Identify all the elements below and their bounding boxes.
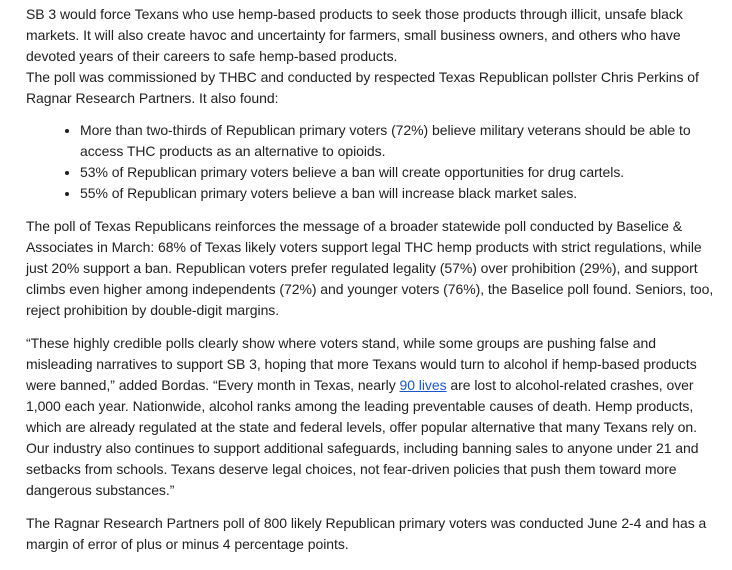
findings-list — [26, 120, 716, 204]
quote-text-after-link: are lost to alcohol-related crashes, over 1,000 each year. Nationwide, alcohol ranks among the leading preventable causes of death. Hemp products, which are already regulated at the state and federal levels, offer popular alternative that many Texans rely on. Our industry also continues to support additional safeguards, including banning sales to anyone under 21 and setbacks from schools. Texans deserve legal choices, not fear-driven policies that push them toward more dangerous substances.” — [26, 377, 699, 498]
90-lives-link[interactable]: 90 lives — [399, 377, 447, 393]
bordas-quote-paragraph — [26, 333, 716, 501]
list-item: • 53% of Republican primary voters believe a ban will create opportunities for drug cartels. — [80, 162, 716, 183]
intro-sentence-poll: The poll was commissioned by THBC and conducted by respected Texas Republican pollster Chris Perkins of Ragnar Research Partners. It also found: — [26, 69, 699, 106]
methodology-paragraph: The Ragnar Research Partners poll of 800 likely Republican primary voters was conducted June 2-4 and has a margin of error of plus or minus 4 percentage points. — [26, 515, 707, 552]
intro-block — [26, 4, 716, 109]
quote-text-before-link: “These highly credible polls clearly show where voters stand, while some groups are pushing false and misleading narratives to support SB 3, hoping that more Texans would turn to alcohol if hemp-based products were banned,” added Bordas. “Every month in Texas, nearly — [26, 335, 697, 393]
intro-sentence-sb3: SB 3 would force Texans who use hemp-based products to seek those products through illicit, unsafe black markets. It will also create havoc and uncertainty for farmers, small business owners, and others who have devoted years of their careers to safe hemp-based products. — [26, 6, 683, 64]
list-item: • More than two-thirds of Republican primary voters (72%) believe military veterans should be able to access THC products as an alternative to opioids. — [80, 120, 716, 162]
baselice-paragraph: The poll of Texas Republicans reinforces the message of a broader statewide poll conducted by Baselice & Associates in March: 68% of Texas likely voters support legal THC hemp products with strict regulations, while just 20% support a ban. Republican voters prefer regulated legality (57%) over prohibition (29%), and support climbs even higher among independents (72%) and younger voters (76%), the Baselice poll found. Seniors, too, reject prohibition by double-digit margins. — [26, 218, 714, 318]
list-item: • 55% of Republican primary voters believe a ban will increase black market sales. — [80, 183, 716, 204]
